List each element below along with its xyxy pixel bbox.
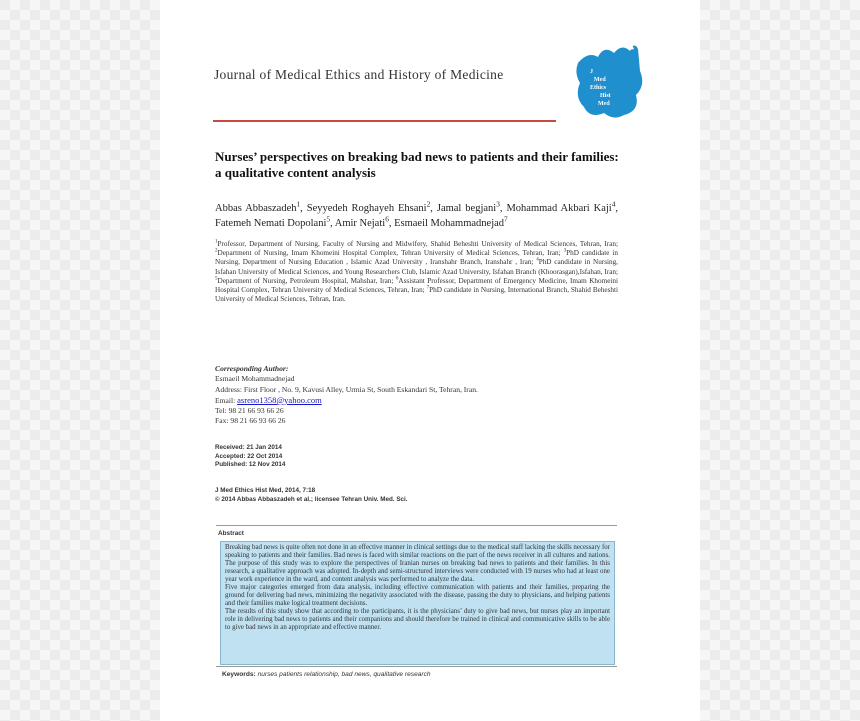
author-affiliation-mark: 2 (426, 199, 431, 209)
corresponding-address: Address: First Floor , No. 9, Kavusi Alley, Urmia St, South Eskandari St, Tehran, Iran. (215, 384, 478, 394)
abstract-paragraph: Breaking bad news is quite often not done in an effective manner in clinical settings due to the medical staff lacking the skills necessary for speaking to patients and their families. Bad news is faced with similar reactions on the part of the news receiver in all cultures and nations. The purpose of this study was to explore the perspectives of Iranian nurses on breaking bad news to patients and their families. In this research, a qualitative approach was adopted. In-depth and semi-structured interviews were conducted with 19 nurses who had at least one year work experience in the ward, and content analysis was performed to analyze the data. (225, 544, 610, 583)
article-title (215, 149, 625, 181)
affiliation-text: Assistant Professor, Department of Emergency Medicine, Imam Khomeini Hospital Complex, Tehran University of Medical Sciences, Tehran, Iran; (215, 276, 618, 295)
affiliations (215, 240, 618, 304)
affiliation-mark: 2 (215, 248, 218, 254)
article-dates (215, 444, 285, 470)
email-link[interactable]: asreno1358@yahoo.com (237, 394, 322, 405)
author-name: Seyyedeh Roghayeh Ehsani (306, 203, 427, 214)
author-affiliation-mark: 4 (611, 199, 616, 209)
corresponding-email-row (215, 395, 615, 406)
author-name: Abbas Abbaszadeh (215, 203, 297, 214)
author-name: Amir Nejati (334, 218, 386, 229)
corresponding-tel: Tel: 98 21 66 93 66 26 (215, 406, 284, 416)
affiliation-mark: 6 (395, 276, 399, 282)
citation-ref: J Med Ethics Hist Med, 2014, 7:18 (215, 487, 316, 494)
author-name: Fatemeh Nemati Dopolani (215, 218, 327, 229)
copyright-line: © 2014 Abbas Abbaszadeh et al.; licensee Tehran Univ. Med. Sci. (215, 495, 408, 503)
affiliation-mark: 1 (215, 239, 218, 245)
corresponding-fax: Fax: 98 21 66 93 66 26 (215, 416, 286, 426)
journal-logo (574, 41, 646, 121)
affiliation-text: PhD candidate in Nursing, International Branch, Shahid Beheshti University of Medical Sciences, Tehran, Iran. (215, 286, 618, 304)
affiliation-text: PhD candidate in Nursing, Isfahan University of Medical Sciences, and Young Researchers Club, Islamic Azad University, Isfahan Branch (Khoorasgan),Isfahan, Iran; (215, 258, 618, 276)
citation-block (215, 487, 408, 504)
affiliation-text: Department of Nursing, Petroleum Hospital, Mahshar, Iran; (217, 276, 396, 285)
svg-text:Hist: Hist (600, 93, 611, 99)
abstract-body (220, 541, 615, 665)
abstract-section (216, 525, 617, 667)
author-separator: , (430, 203, 437, 214)
article-title-line1: Nurses’ perspectives on breaking bad news to patients and their families: (215, 149, 619, 164)
date-published: Published: 12 Nov 2014 (215, 461, 286, 469)
author-separator: , (615, 203, 619, 214)
affiliation-mark: 7 (426, 285, 430, 291)
header-rule (213, 120, 556, 122)
author-affiliation-mark: 7 (504, 214, 508, 224)
corresponding-label: Corresponding Author: (215, 364, 289, 373)
corresponding-name: Esmaeil Mohammadnejad (215, 374, 295, 384)
author-separator: , (300, 203, 307, 214)
corresponding-author (215, 364, 615, 427)
keywords-label: Keywords: (222, 671, 256, 678)
author-list (215, 201, 618, 231)
keywords-values: nurses patients relationship, bad news, qualitative research (257, 671, 431, 678)
email-label: Email: (215, 395, 238, 405)
abstract-paragraph: The results of this study show that according to the participants, it is the physicians’ duty to give bad news, but nurses play an important role in delivering bad news to patients and their companions and should therefore be trained in clinical and communicative skills to be able to give bad news in an appropriate and effective manner. (225, 608, 610, 631)
svg-text:Med: Med (594, 77, 606, 83)
author-affiliation-mark: 3 (496, 199, 500, 209)
author-name: Jamal begjani (436, 203, 497, 214)
author-separator: , (388, 218, 395, 229)
date-accepted: Accepted: 22 Oct 2014 (215, 452, 283, 460)
article-title-line2: a qualitative content analysis (215, 165, 376, 180)
abstract-paragraph: Five major categories emerged from data analysis, including effective communication with patients and their families, preparing the ground for delivering bad news, minimizing the negativity associated with the disease, passing the duty to physicians, and helping patients and their families make logical treatment decisions. (225, 584, 610, 607)
author-affiliation-mark: 1 (296, 199, 301, 209)
affiliation-text: Professor, Department of Nursing, Faculty of Nursing and Midwifery, Shahid Beheshti University of Medical Sciences, Tehran, Iran; (217, 240, 618, 248)
journal-name: Journal of Medical Ethics and History of Medicine (214, 67, 504, 82)
author-separator: , (499, 203, 507, 214)
author-name: Mohammad Akbari Kaji (506, 203, 612, 214)
affiliation-text: Department of Nursing, Imam Khomeini Hospital Complex, Tehran University of Medical Sciences, Tehran, Iran; (217, 249, 564, 258)
svg-text:Ethics: Ethics (590, 85, 607, 91)
affiliation-mark: 5 (215, 276, 218, 282)
author-name: Esmaeil Mohammadnejad (394, 218, 505, 229)
author-affiliation-mark: 5 (326, 214, 331, 224)
abstract-label: Abstract (218, 530, 244, 537)
svg-text:Med: Med (598, 101, 610, 107)
author-separator: , (330, 218, 335, 229)
affiliation-mark: 3 (563, 248, 567, 254)
date-received: Received: 21 Jan 2014 (215, 444, 282, 451)
affiliation-mark: 4 (536, 258, 539, 264)
svg-text:J: J (590, 69, 593, 75)
keywords (222, 671, 431, 678)
author-affiliation-mark: 6 (385, 214, 389, 224)
affiliation-text: PhD candidate in Nursing, Department of Nursing Education , Islamic Azad University , Iranshahr Branch, Iranshahr , Iran; (215, 249, 618, 267)
